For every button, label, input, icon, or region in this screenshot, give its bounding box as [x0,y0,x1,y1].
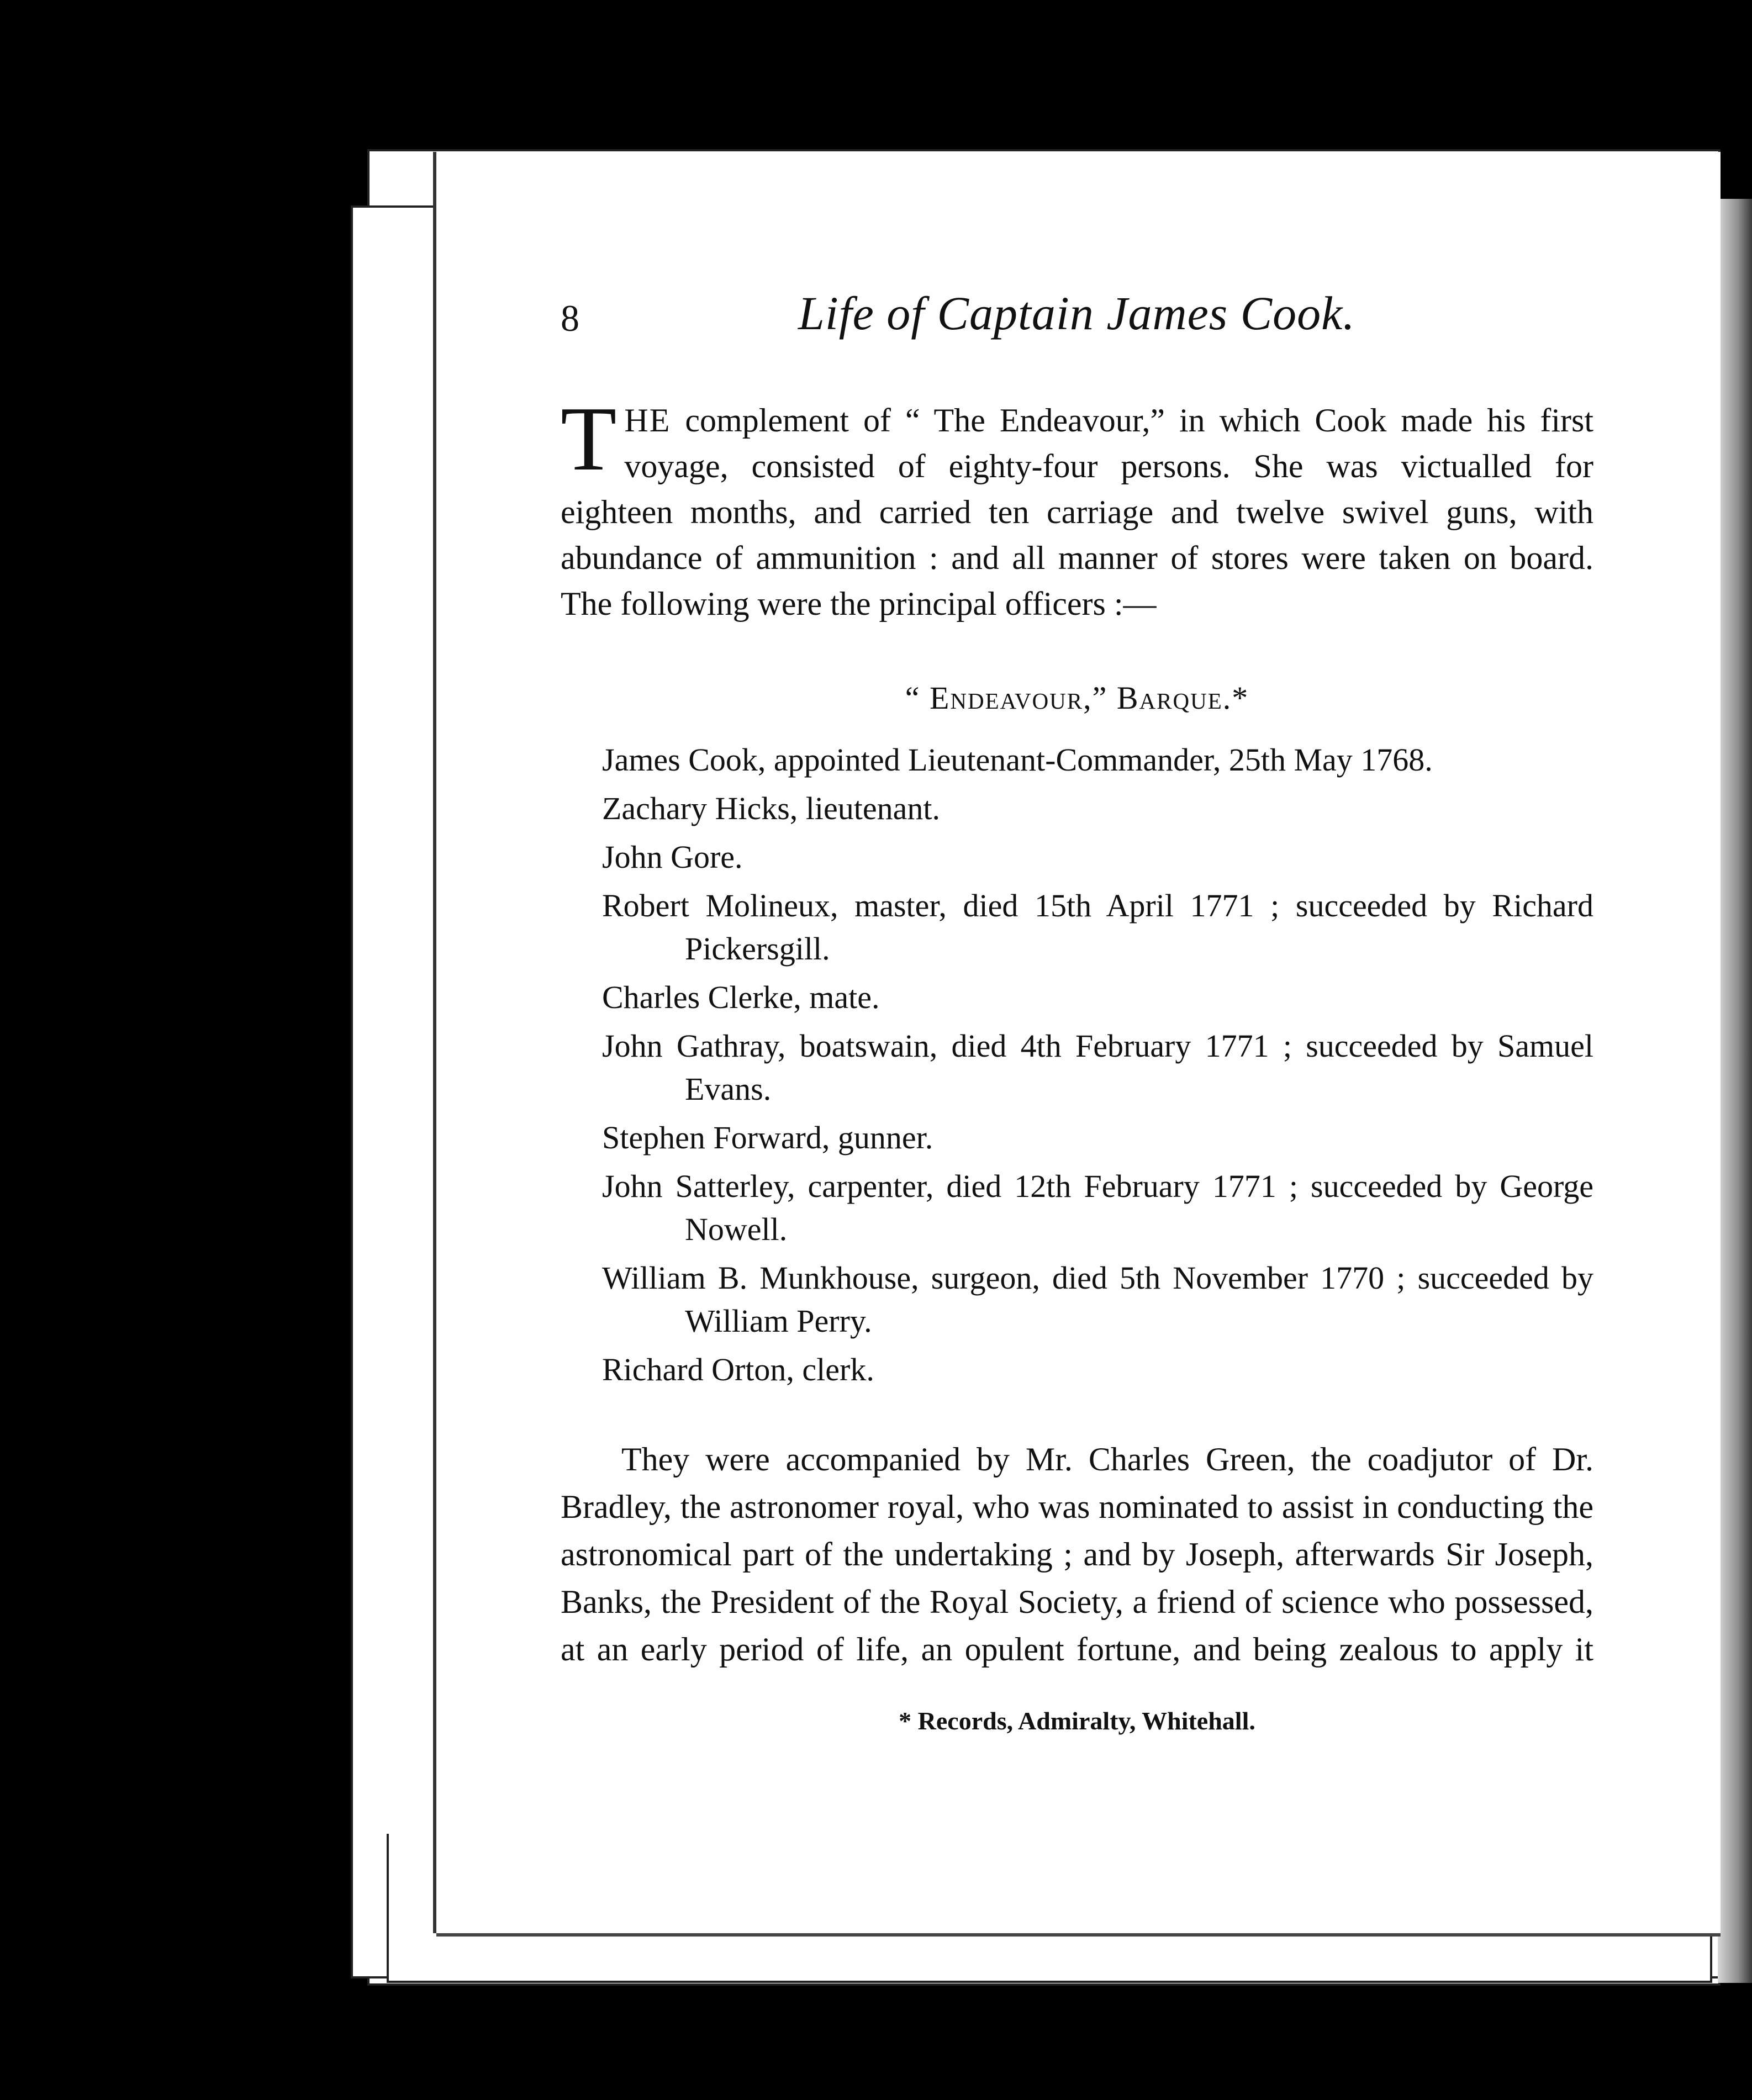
officer-entry: John Satterley, carpenter, died 12th February 1771 ; succeeded by George Nowell. [602,1168,1593,1247]
section-title: “ Endeavour,” Barque.* [905,680,1249,716]
intro-paragraph [561,388,1593,627]
running-title: Life of Captain James Cook. [798,287,1355,340]
officer-list [561,738,1593,1391]
officer-entry: William B. Munkhouse, surgeon, died 5th November 1770 ; succeeded by William Perry. [602,1260,1593,1339]
page-number: 8 [561,297,579,339]
officer-entry: James Cook, appointed Lieutenant-Commander, 25th May 1768. [602,742,1433,778]
continuation-paragraph: They were accompanied by Mr. Charles Green, the coadjutor of Dr. Bradley, the astronomer royal, who was nominated to assist in conducting the astronomical part of the undertaking ; and by Joseph, afterwards Sir Joseph, Banks, the President of the Royal Society, a friend of science who possessed, at an early period of life, an opulent fortune, and being zealous to apply it [561,1441,1593,1668]
officer-entry: John Gore. [602,839,743,875]
officer-entry: Zachary Hicks, lieutenant. [602,790,940,826]
officer-entry: Richard Orton, clerk. [602,1352,874,1387]
officer-entry: Charles Clerke, mate. [602,979,880,1015]
book-page [436,152,1721,1933]
officer-entry: John Gathray, boatswain, died 4th February 1771 ; succeeded by Samuel Evans. [602,1028,1593,1107]
footnote: * Records, Admiralty, Whitehall. [899,1707,1255,1735]
drop-cap: T [561,388,617,489]
page-header [561,271,1593,340]
intro-text: complement of “ The Endeavour,” in which Cook made his first voyage, consisted of eighty-four persons. She was victualled for eighteen months, and carried ten carriage and twelve swivel guns, with abundance of ammunition : and all manner of stores were taken on board. The following were the principal officers :— [561,402,1593,622]
officer-entry: Stephen Forward, gunner. [602,1120,933,1155]
intro-first-word: HE [624,402,671,439]
page-content [561,271,1593,1735]
officer-entry: Robert Molineux, master, died 15th April 1771 ; succeeded by Richard Pickersgill. [602,888,1593,967]
adjacent-page-edge [1718,199,1752,1983]
